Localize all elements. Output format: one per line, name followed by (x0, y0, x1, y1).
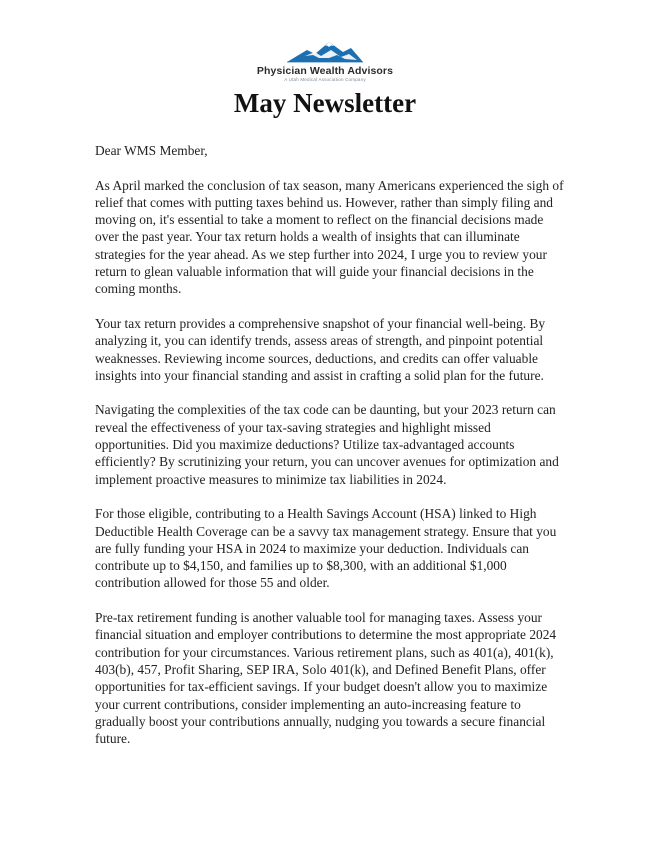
paragraph-1: As April marked the conclusion of tax season, many Americans experienced the sigh of relief that comes with putting taxes behind us. However, rather than simply filing and moving on, it's essential to take a moment to reflect on the financial decisions made over the past year. Your tax return holds a wealth of insights that can illuminate strategies for the year ahead. As we step further into 2024, I urge you to review your return to glean valuable information that will guide your financial decisions in the coming months. (95, 177, 564, 297)
letter-body (95, 142, 565, 765)
paragraph-2: Your tax return provides a comprehensive snapshot of your financial well-being. By analyzing it, you can identify trends, assess areas of strength, and pinpoint potential weaknesses. Reviewing income sources, deductions, and credits can offer valuable insights into your financial standing and assist in crafting a solid plan for the future. (95, 315, 546, 383)
salutation: Dear WMS Member, (95, 143, 208, 158)
brand-name: Physician Wealth Advisors (256, 65, 394, 77)
paragraph-4: For those eligible, contributing to a Health Savings Account (HSA) linked to High Deductible Health Coverage can be a savvy tax management strategy. Ensure that you are fully funding your HSA in 2024 to maximize your deduction. Individuals can contribute up to $4,150, and families up to $8,300, with an additional $1,000 contribution allowed for those 55 and older. (95, 506, 557, 591)
paragraph-3: Navigating the complexities of the tax code can be daunting, but your 2023 return can reveal the effectiveness of your tax-saving strategies and highlight missed opportunities. Did you maximize deductions? Utilize tax-advantaged accounts efficiently? By scrutinizing your return, you can uncover avenues for optimization and implement proactive measures to minimize tax liabilities in 2024. (95, 402, 559, 487)
mountain-logo-icon (285, 40, 365, 64)
newsletter-title: May Newsletter (233, 88, 417, 118)
paragraph-5: Pre-tax retirement funding is another valuable tool for managing taxes. Assess your financial situation and employer contributions to determine the most appropriate 2024 contribution for your circumstances. Various retirement plans, such as 401(a), 401(k), 403(b), 457, Profit Sharing, SEP IRA, Solo 401(k), and Defined Benefit Plans, offer opportunities for tax-efficient savings. If your budget doesn't allow you to maximize your current contributions, consider implementing an auto-increasing feature to gradually boost your contributions annually, nudging you towards a secure financial future. (95, 610, 557, 747)
brand-subtitle: A Utah Medical Association Company (284, 77, 366, 82)
brand-logo (0, 40, 650, 83)
